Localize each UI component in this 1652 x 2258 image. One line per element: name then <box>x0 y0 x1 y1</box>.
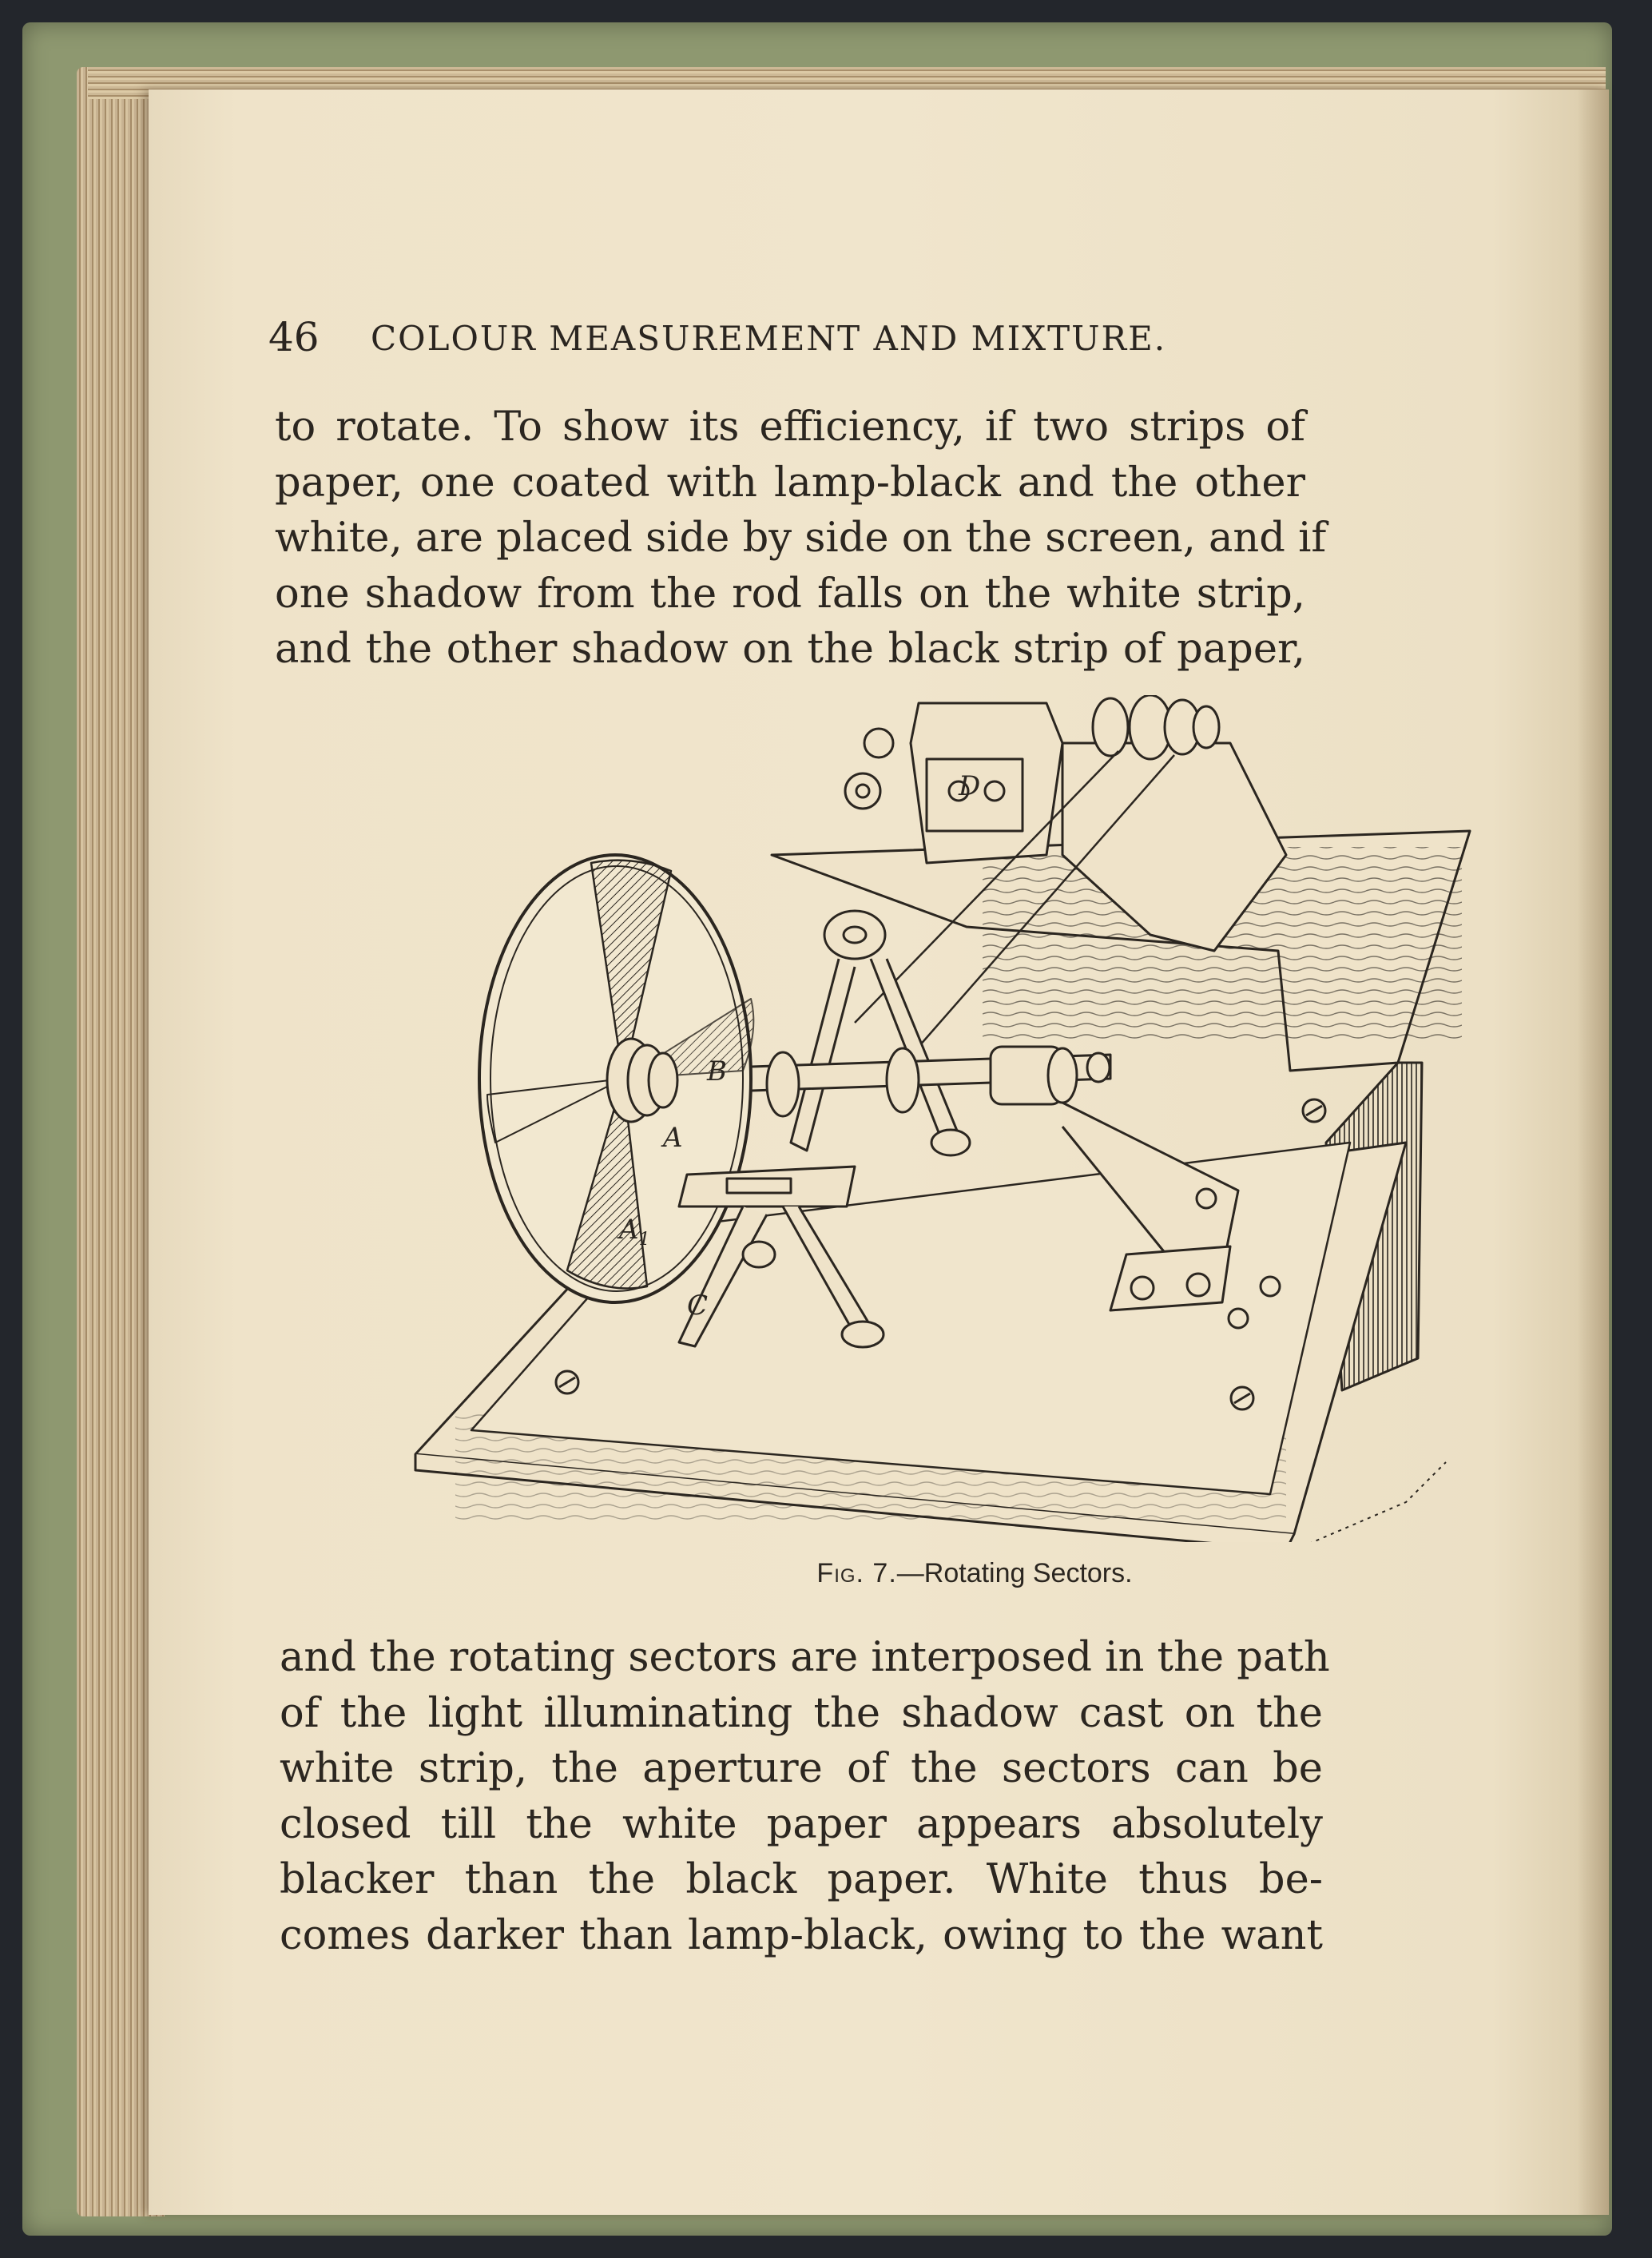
text-line: and the other shadow on the black strip of paper, <box>275 626 1305 673</box>
page-header <box>268 313 1371 361</box>
text-line: and the rotating sectors are interposed in the path <box>280 1634 1330 1681</box>
label-B: B <box>707 1055 727 1087</box>
label-A1-subscript: 1 <box>638 1230 650 1250</box>
text-line: white, are placed side by side on the screen, and if <box>275 515 1327 562</box>
paragraph-bottom <box>280 1630 1330 1963</box>
text-line: white strip, the aperture of the sectors can be <box>280 1745 1323 1792</box>
paragraph-top <box>275 400 1327 678</box>
label-A: A <box>663 1122 683 1154</box>
text-line: closed till the white paper appears absolutely <box>280 1800 1323 1848</box>
caption-text: —Rotating Sectors. <box>896 1558 1133 1588</box>
text-line: to rotate. To show its efficiency, if two strips of <box>275 403 1305 451</box>
label-C: C <box>687 1290 709 1322</box>
rotating-sectors-illustration <box>407 695 1486 1542</box>
label-A1-letter: A <box>619 1214 639 1246</box>
page-gutter-shadow <box>1577 89 1609 2215</box>
text-line: of the light illuminating the shadow cast on the <box>280 1689 1323 1737</box>
figure-rotating-sectors <box>407 695 1486 1542</box>
text-line: comes darker than lamp-black, owing to the want <box>280 1911 1323 1959</box>
text-line: paper, one coated with lamp-black and the other <box>275 459 1305 507</box>
text-line: one shadow from the rod falls on the white strip, <box>275 570 1305 618</box>
running-head: COLOUR MEASUREMENT AND MIXTURE. <box>371 319 1167 358</box>
figure-caption <box>751 1558 1198 1589</box>
page-number: 46 <box>268 314 320 360</box>
caption-label: Fig. 7. <box>816 1558 897 1588</box>
text-line: blacker than the black paper. White thus be- <box>280 1856 1323 1903</box>
label-D: D <box>959 770 981 802</box>
